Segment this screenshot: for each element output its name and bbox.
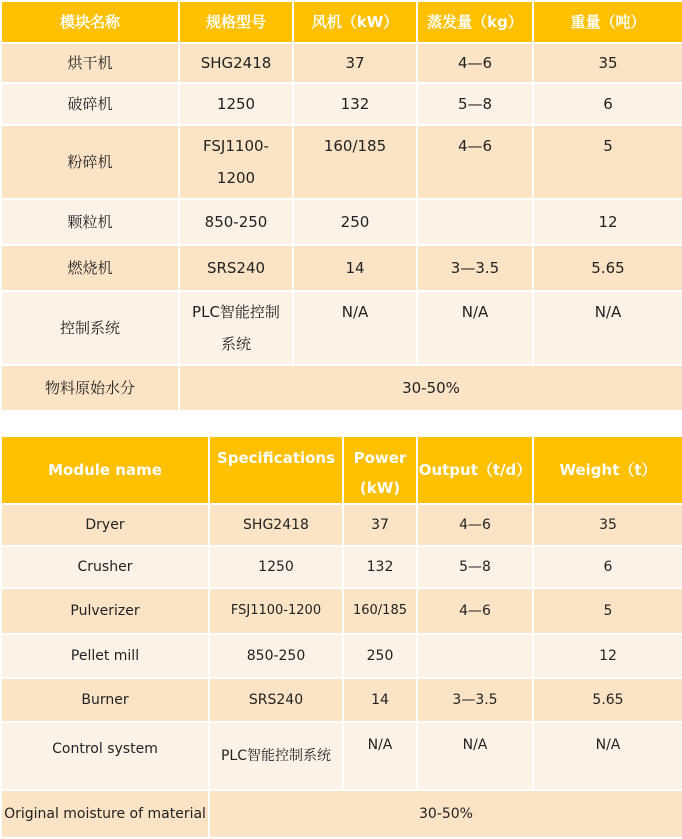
table-cell: SHG2418 xyxy=(179,43,293,83)
table-cell: 4—6 xyxy=(417,43,533,83)
table-cell: Crusher xyxy=(1,546,209,588)
table-cell: Pulverizer xyxy=(1,588,209,634)
table-cell: SRS240 xyxy=(179,245,293,291)
table-row xyxy=(1,291,682,365)
header-cell: Output（t/d） xyxy=(417,436,533,504)
table-row xyxy=(1,125,682,199)
table-cell: 5—8 xyxy=(417,83,533,125)
header-cell: Power (kW) xyxy=(343,436,417,504)
table-cell: PLC智能控制系统 xyxy=(209,722,343,790)
table-cell xyxy=(417,199,533,245)
header-row xyxy=(1,436,682,504)
table-row xyxy=(1,634,682,678)
table-cell: 37 xyxy=(293,43,417,83)
table-cell: 3—3.5 xyxy=(417,245,533,291)
table-cell: 160/185 xyxy=(293,125,417,199)
header-row xyxy=(1,1,682,43)
header-cell: Module name xyxy=(1,436,209,504)
table-cell: 14 xyxy=(293,245,417,291)
table-cell: 12 xyxy=(533,634,682,678)
header-cell: 规格型号 xyxy=(179,1,293,43)
header-cell: 重量（吨） xyxy=(533,1,682,43)
table-cell: SRS240 xyxy=(209,678,343,722)
spec-table-cn xyxy=(0,0,682,412)
table-cell: 850-250 xyxy=(179,199,293,245)
spec-table-en xyxy=(0,435,682,839)
header-cell: 风机（kW） xyxy=(293,1,417,43)
table-cell: N/A xyxy=(417,722,533,790)
table-cell: Burner xyxy=(1,678,209,722)
table-cell: 破碎机 xyxy=(1,83,179,125)
table-cell xyxy=(417,634,533,678)
table-cell: 5 xyxy=(533,588,682,634)
table-cell: 6 xyxy=(533,83,682,125)
table-cell: 燃烧机 xyxy=(1,245,179,291)
table-cell: FSJ1100-1200 xyxy=(179,125,293,199)
table-cell: N/A xyxy=(293,291,417,365)
table-row xyxy=(1,722,682,790)
table-cell: 5.65 xyxy=(533,245,682,291)
table-cell: Pellet mill xyxy=(1,634,209,678)
header-cell: Specifications xyxy=(209,436,343,504)
table-cell: Dryer xyxy=(1,504,209,546)
table-cell: SHG2418 xyxy=(209,504,343,546)
table-cell: N/A xyxy=(343,722,417,790)
footer-row xyxy=(1,365,682,411)
footer-label: 物料原始水分 xyxy=(1,365,179,411)
table-cell: 5 xyxy=(533,125,682,199)
table-cell: PLC智能控制系统 xyxy=(179,291,293,365)
table-cell: 250 xyxy=(293,199,417,245)
header-cell: 模块名称 xyxy=(1,1,179,43)
table-cell: 14 xyxy=(343,678,417,722)
table-cell: 1250 xyxy=(179,83,293,125)
table-row xyxy=(1,83,682,125)
table-row xyxy=(1,546,682,588)
table-cell: FSJ1100-1200 xyxy=(209,588,343,634)
table-cell: 5.65 xyxy=(533,678,682,722)
table-cell: 850-250 xyxy=(209,634,343,678)
footer-label: Original moisture of material xyxy=(1,790,209,838)
table-cell: 37 xyxy=(343,504,417,546)
footer-value: 30-50% xyxy=(179,365,682,411)
table-cell: 控制系统 xyxy=(1,291,179,365)
header-cell: 蒸发量（kg） xyxy=(417,1,533,43)
table-cell: 3—3.5 xyxy=(417,678,533,722)
table-cell: 烘干机 xyxy=(1,43,179,83)
table-cell: 35 xyxy=(533,504,682,546)
table-cell: 132 xyxy=(343,546,417,588)
table-cell: N/A xyxy=(533,722,682,790)
table-cell: 1250 xyxy=(209,546,343,588)
table-cell: 4—6 xyxy=(417,125,533,199)
table-row xyxy=(1,678,682,722)
table-cell: 160/185 xyxy=(343,588,417,634)
header-cell: Weight（t） xyxy=(533,436,682,504)
footer-value: 30-50% xyxy=(209,790,682,838)
table-cell: 颗粒机 xyxy=(1,199,179,245)
table-cell: 粉碎机 xyxy=(1,125,179,199)
table-row xyxy=(1,245,682,291)
table-cell: 5—8 xyxy=(417,546,533,588)
table-row xyxy=(1,504,682,546)
table-cell: 4—6 xyxy=(417,504,533,546)
table-cell: 250 xyxy=(343,634,417,678)
table-cell: 12 xyxy=(533,199,682,245)
table-cell: 4—6 xyxy=(417,588,533,634)
table-row xyxy=(1,199,682,245)
footer-row xyxy=(1,790,682,838)
table-cell: N/A xyxy=(417,291,533,365)
table-cell: 132 xyxy=(293,83,417,125)
table-cell: Control system xyxy=(1,722,209,790)
table-row xyxy=(1,43,682,83)
table-cell: 6 xyxy=(533,546,682,588)
table-cell: 35 xyxy=(533,43,682,83)
table-cell: N/A xyxy=(533,291,682,365)
table-row xyxy=(1,588,682,634)
